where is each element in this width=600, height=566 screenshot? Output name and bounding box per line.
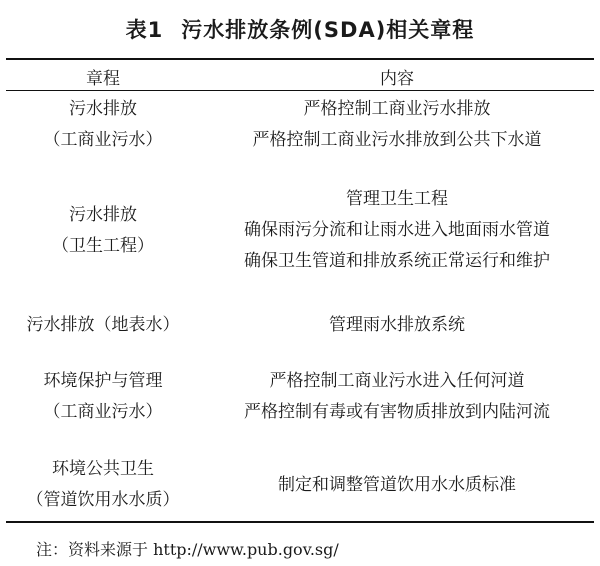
- content-line: 管理卫生工程: [346, 189, 448, 209]
- content-line: 制定和调整管道饮用水水质标准: [278, 475, 516, 495]
- bottom-rule: [6, 521, 594, 523]
- table-row-1-content: [200, 94, 594, 156]
- content-line: 管理雨水排放系统: [329, 315, 465, 335]
- table-row-3-chapter: [6, 310, 200, 341]
- content-line: 严格控制工商业污水进入任何河道: [269, 371, 525, 391]
- table-row-5-chapter: [6, 454, 200, 516]
- content-line: 确保雨污分流和让雨水进入地面雨水管道: [244, 220, 550, 240]
- content-line: 严格控制工商业污水排放: [303, 99, 491, 119]
- chapter-line: 污水排放: [69, 205, 137, 225]
- top-rule: [6, 58, 594, 60]
- chapter-line: 环境保护与管理: [43, 371, 163, 391]
- table-row-2-chapter: [6, 200, 200, 262]
- chapter-line: 环境公共卫生: [52, 459, 154, 479]
- chapter-line: （工商业污水）: [43, 402, 163, 422]
- table-title: [0, 14, 600, 44]
- table-row-3-content: [200, 310, 594, 341]
- column-header-chapter: 章程: [86, 69, 120, 89]
- source-note: 注：资料来源于 http://www.pub.gov.sg/: [36, 540, 339, 559]
- column-header-content: 内容: [380, 69, 414, 89]
- content-line: 严格控制有毒或有害物质排放到内陆河流: [244, 402, 550, 422]
- chapter-line: （管道饮用水水质）: [26, 490, 180, 510]
- table-caption: 污水排放条例(SDA)相关章程: [181, 18, 475, 42]
- table-row-5-content: [200, 470, 594, 501]
- table-row-1-chapter: [6, 94, 200, 156]
- table-row-4-chapter: [6, 366, 200, 428]
- chapter-line: （卫生工程）: [52, 236, 154, 256]
- content-line: 确保卫生管道和排放系统正常运行和维护: [244, 251, 550, 271]
- table-row-4-content: [200, 366, 594, 428]
- chapter-line: 污水排放: [69, 99, 137, 119]
- header-rule: [6, 90, 594, 91]
- content-line: 严格控制工商业污水排放到公共下水道: [252, 130, 542, 150]
- chapter-line: （工商业污水）: [43, 130, 163, 150]
- table-row-2-content: [200, 184, 594, 277]
- chapter-line: 污水排放（地表水）: [26, 315, 180, 335]
- table-number: 表1: [125, 18, 164, 42]
